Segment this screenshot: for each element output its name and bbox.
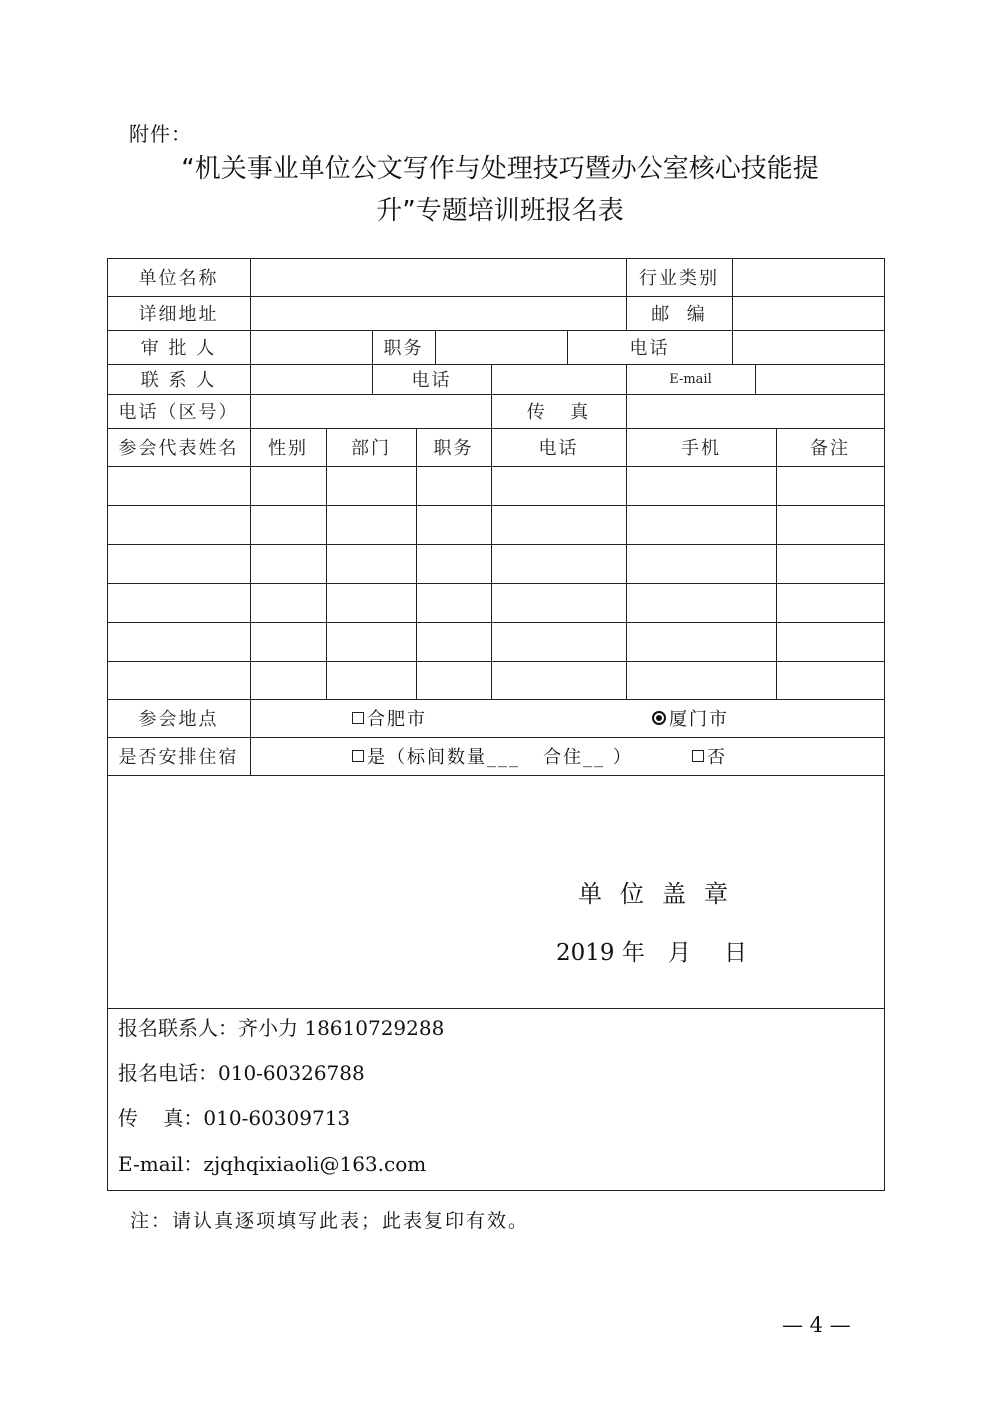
industry-label: 行业类别 — [639, 268, 719, 289]
approver-phone-field[interactable] — [733, 331, 884, 364]
contact-label: 联 系 人 — [140, 370, 217, 391]
address-label: 详细地址 — [138, 304, 219, 325]
registration-email: E-mail：zjqhqixiaoli@163.com — [118, 1152, 427, 1176]
contact-phone-label: 电话 — [411, 370, 452, 391]
venue-option-label: 合肥市 — [367, 709, 427, 730]
unit-name-label: 单位名称 — [138, 268, 219, 289]
unit-name-field[interactable] — [251, 259, 625, 296]
footnote: 注：请认真逐项填写此表；此表复印有效。 — [130, 1210, 530, 1232]
table-rule — [107, 775, 885, 776]
attachment-label: 附件： — [129, 122, 192, 146]
lodging-option-yes[interactable] — [352, 737, 633, 775]
approver-position-field[interactable] — [436, 331, 567, 364]
contact-phone-field[interactable] — [492, 365, 626, 394]
lodging-option-no[interactable] — [692, 737, 727, 775]
postcode-field[interactable] — [733, 297, 884, 330]
phone-area-label: 电话（区号） — [118, 402, 239, 423]
table-row[interactable] — [108, 467, 884, 505]
fax-field[interactable] — [627, 395, 884, 428]
lodging-label: 是否安排住宿 — [118, 747, 239, 768]
table-row[interactable] — [108, 662, 884, 699]
col-department: 部门 — [351, 438, 391, 459]
checkbox-icon — [352, 750, 364, 762]
table-rule — [107, 1190, 885, 1191]
email-label: E-mail — [669, 371, 712, 387]
col-phone: 电话 — [538, 438, 579, 459]
form-title-line-2: 升”专题培训班报名表 — [376, 196, 624, 226]
date-year: 2019 年 — [556, 940, 645, 966]
table-row[interactable] — [108, 623, 884, 661]
approver-field[interactable] — [251, 331, 372, 364]
email-field[interactable] — [756, 365, 884, 394]
date-month: 月 — [668, 940, 691, 966]
postcode-label: 邮 编 — [651, 304, 707, 325]
table-rule — [884, 258, 885, 1190]
approver-label: 审 批 人 — [140, 338, 217, 359]
address-field[interactable] — [251, 297, 625, 330]
phone-area-field[interactable] — [251, 395, 491, 428]
lodging-yes-label: 是（标间数量___ 合住__ ） — [367, 747, 633, 768]
contact-field[interactable] — [251, 365, 372, 394]
registration-contact: 报名联系人：齐小力 18610729288 — [118, 1016, 445, 1040]
registration-fax: 传 真：010-60309713 — [118, 1106, 351, 1130]
col-remarks: 备注 — [810, 438, 850, 459]
table-row[interactable] — [108, 545, 884, 583]
selected-radio-icon — [652, 711, 666, 725]
checkbox-icon — [352, 712, 364, 724]
page-number: — 4 — — [782, 1313, 851, 1337]
venue-option-hefei[interactable] — [352, 699, 427, 737]
checkbox-icon — [692, 750, 704, 762]
date-day: 日 — [724, 940, 747, 966]
col-gender: 性别 — [268, 438, 308, 459]
lodging-no-label: 否 — [707, 747, 727, 768]
approver-position-label: 职务 — [383, 338, 424, 359]
venue-option-xiamen[interactable] — [652, 699, 729, 737]
form-title-line-1: “机关事业单位公文写作与处理技巧暨办公室核心技能提 — [181, 154, 819, 184]
col-mobile: 手机 — [681, 438, 721, 459]
venue-option-label: 厦门市 — [669, 709, 729, 730]
table-row[interactable] — [108, 506, 884, 544]
industry-field[interactable] — [733, 259, 884, 296]
col-attendee-name: 参会代表姓名 — [118, 438, 239, 459]
col-position: 职务 — [433, 438, 474, 459]
approver-phone-label: 电话 — [629, 338, 670, 359]
table-row[interactable] — [108, 584, 884, 622]
venue-label: 参会地点 — [138, 709, 219, 730]
registration-phone: 报名电话：010-60326788 — [118, 1061, 365, 1085]
unit-stamp-label: 单位盖章 — [578, 880, 746, 908]
fax-label: 传 真 — [526, 402, 591, 423]
table-rule — [107, 1008, 885, 1009]
